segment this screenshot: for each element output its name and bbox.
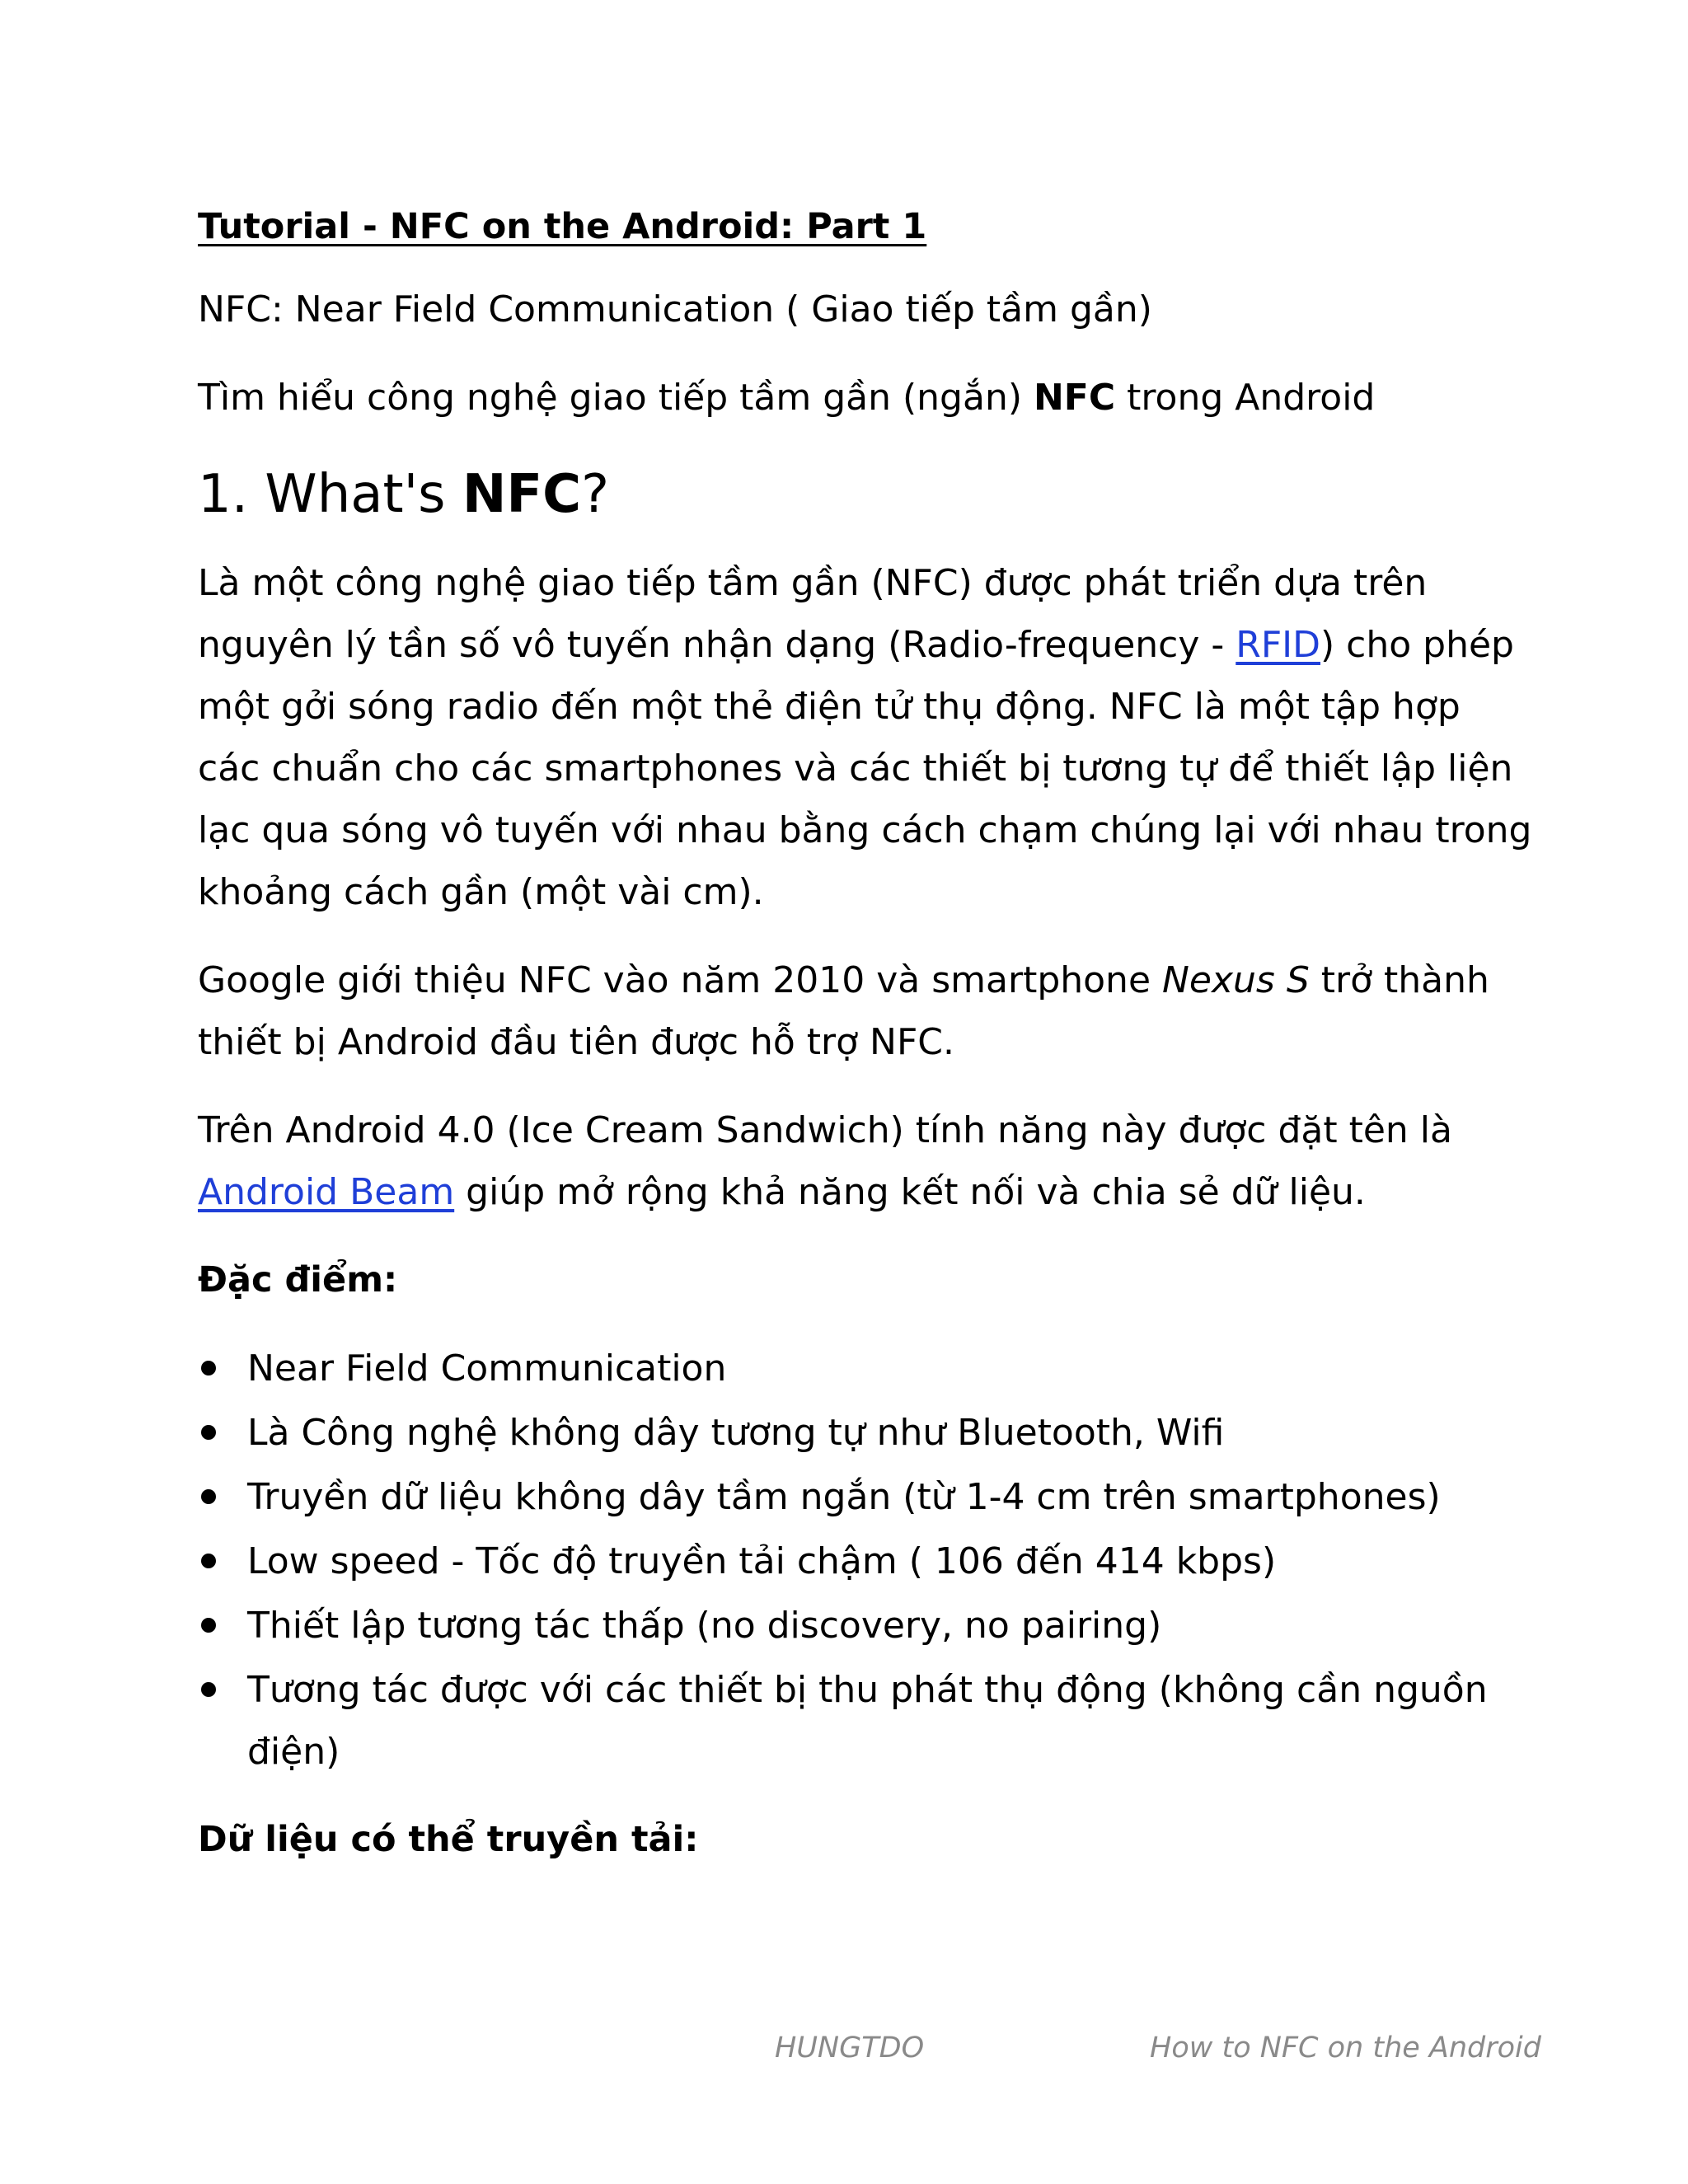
para3-text: Trên Android 4.0 (Ice Cream Sandwich) tính năng này được đặt tên là bbox=[198, 1109, 1452, 1151]
features-list bbox=[198, 1338, 1533, 1783]
list-item bbox=[198, 1466, 1533, 1528]
para3-text-end: giúp mở rộng khả năng kết nối và chia sẻ dữ liệu. bbox=[454, 1171, 1366, 1213]
bullet-icon bbox=[201, 1489, 216, 1504]
data-label: Dữ liệu có thể truyền tải: bbox=[198, 1819, 699, 1860]
para1-text-end: ) cho phép một gởi sóng radio đến một thẻ điện tử thụ động. NFC là một tập hợp các chuẩn cho các smartphones và các thiết bị tương tự để thiết lập liện lạc qua sóng vô tuyến với nhau bằng cách chạm chúng lại với nhau trong khoảng cách gần (một vài cm). bbox=[198, 624, 1532, 913]
paragraph-android-beam bbox=[198, 1099, 1533, 1223]
document-body bbox=[198, 198, 1533, 1897]
list-item bbox=[198, 1338, 1533, 1399]
intro-text-end: trong Android bbox=[1115, 377, 1376, 419]
document-title: Tutorial - NFC on the Android: Part 1 bbox=[198, 206, 927, 247]
para2-text: Google giới thiệu NFC vào năm 2010 và smartphone bbox=[198, 959, 1162, 1001]
list-item bbox=[198, 1595, 1533, 1657]
bullet-icon bbox=[201, 1682, 216, 1697]
paragraph-nfc-definition bbox=[198, 552, 1533, 923]
footer-doc-title: How to NFC on the Android bbox=[1150, 2032, 1541, 2064]
list-item-text: Tương tác được với các thiết bị thu phát thụ động (không cần nguồn điện) bbox=[247, 1669, 1488, 1773]
heading-bold-nfc: NFC bbox=[462, 464, 582, 525]
paragraph-google-nexus bbox=[198, 949, 1533, 1073]
list-item bbox=[198, 1402, 1533, 1464]
heading-prefix: 1. What's bbox=[198, 464, 462, 525]
bullet-icon bbox=[201, 1361, 216, 1376]
heading-suffix: ? bbox=[581, 464, 610, 525]
list-item bbox=[198, 1530, 1533, 1592]
subtitle-line: NFC: Near Field Communication ( Giao tiếp tầm gần) bbox=[198, 288, 1152, 330]
bullet-icon bbox=[201, 1554, 216, 1568]
list-item-text: Là Công nghệ không dây tương tự như Bluetooth, Wifi bbox=[247, 1412, 1225, 1454]
intro-text: Tìm hiểu công nghệ giao tiếp tầm gần (ngắn) bbox=[198, 377, 1034, 419]
intro-bold-nfc: NFC bbox=[1033, 377, 1116, 419]
para1-text: Là một công nghệ giao tiếp tầm gần (NFC) được phát triển dựa trên nguyên lý tần số vô tuyến nhận dạng (Radio-frequency - bbox=[198, 562, 1428, 666]
footer-author: HUNGTDO bbox=[775, 2032, 925, 2064]
android-beam-link[interactable]: Android Beam bbox=[198, 1171, 455, 1213]
features-label: Đặc điểm: bbox=[198, 1259, 398, 1301]
intro-line bbox=[198, 367, 1533, 429]
rfid-link[interactable]: RFID bbox=[1236, 624, 1321, 666]
bullet-icon bbox=[201, 1425, 216, 1440]
list-item-text: Low speed - Tốc độ truyền tải chậm ( 106 đến 414 kbps) bbox=[247, 1540, 1277, 1582]
list-item-text: Near Field Communication bbox=[247, 1347, 727, 1390]
nexus-s-italic: Nexus S bbox=[1162, 959, 1310, 1001]
list-item bbox=[198, 1659, 1533, 1783]
list-item-text: Thiết lập tương tác thấp (no discovery, no pairing) bbox=[247, 1605, 1162, 1647]
para2-text-end: trở thành thiết bị Android đầu tiên được hỗ trợ NFC. bbox=[198, 959, 1489, 1063]
list-item-text: Truyền dữ liệu không dây tầm ngắn (từ 1-4 cm trên smartphones) bbox=[247, 1476, 1441, 1518]
bullet-icon bbox=[201, 1618, 216, 1633]
section-heading bbox=[198, 455, 1533, 534]
